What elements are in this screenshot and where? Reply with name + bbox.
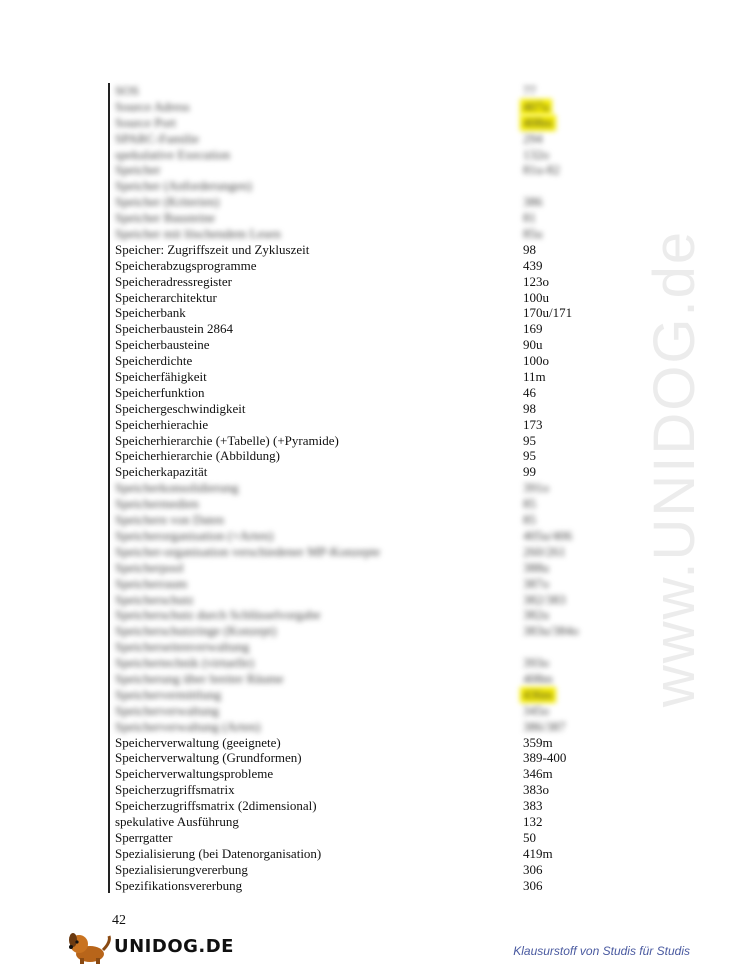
index-row bbox=[110, 814, 630, 830]
index-row bbox=[110, 623, 630, 639]
index-term: Spezialisierungvererbung bbox=[115, 861, 248, 877]
index-row bbox=[110, 830, 630, 846]
index-row bbox=[110, 147, 630, 163]
index-term: Speicher (Anforderungen) bbox=[115, 178, 252, 194]
index-page-ref: 345o bbox=[523, 702, 549, 718]
index-term: Speicherzugriffsmatrix (2dimensional) bbox=[115, 798, 317, 814]
index-term: Speicherseitenverwaltung bbox=[115, 639, 250, 655]
watermark-text: www.UNIDOG.de bbox=[642, 229, 708, 707]
index-term: Speichervermittlung bbox=[115, 686, 222, 702]
index-row bbox=[110, 846, 630, 862]
index-row bbox=[110, 750, 630, 766]
dog-logo-icon bbox=[66, 930, 114, 964]
index-page-ref: 346m bbox=[523, 766, 553, 782]
index-page-ref: 408m bbox=[520, 115, 556, 131]
index-page-ref: 81u-82 bbox=[523, 162, 560, 178]
index-term: spekulative Ausführung bbox=[115, 813, 239, 829]
index-term: Speicherbausteine bbox=[115, 337, 210, 353]
index-row bbox=[110, 782, 630, 798]
index-page-ref: 388u bbox=[523, 559, 549, 575]
index-page-ref: 100u bbox=[523, 289, 549, 305]
index-row bbox=[110, 480, 630, 496]
index-list bbox=[108, 83, 630, 893]
index-term: Speicher Bausteine bbox=[115, 210, 215, 226]
index-row bbox=[110, 464, 630, 480]
index-term: Spezialisierung (bei Datenorganisation) bbox=[115, 845, 322, 861]
index-page-ref: 389-400 bbox=[523, 750, 567, 766]
index-term: spekulative Execution bbox=[115, 146, 231, 162]
index-page-ref: 407u bbox=[520, 99, 552, 115]
index-page-ref: 306 bbox=[523, 861, 543, 877]
index-row bbox=[110, 719, 630, 735]
index-row bbox=[110, 544, 630, 560]
index-row bbox=[110, 448, 630, 464]
index-row bbox=[110, 131, 630, 147]
index-term: Speicherpool bbox=[115, 559, 184, 575]
index-term: Speicher mit löschendem Lesen bbox=[115, 226, 281, 242]
index-row bbox=[110, 162, 630, 178]
index-row bbox=[110, 417, 630, 433]
index-row bbox=[110, 83, 630, 99]
index-page-ref: 98 bbox=[523, 400, 536, 416]
index-row bbox=[110, 353, 630, 369]
index-page-ref: 170u/171 bbox=[523, 305, 573, 321]
index-page-ref: 359m bbox=[523, 734, 553, 750]
index-term: Speicherverwaltung (Grundformen) bbox=[115, 750, 302, 766]
index-term: SOS bbox=[115, 83, 139, 98]
index-row bbox=[110, 305, 630, 321]
unidog-logo bbox=[66, 930, 234, 964]
index-page-ref: 382u bbox=[523, 607, 549, 623]
index-row bbox=[110, 369, 630, 385]
index-row bbox=[110, 99, 630, 115]
index-term: Speicher (Kriterien) bbox=[115, 194, 220, 210]
index-page-ref: 81 bbox=[523, 210, 536, 226]
index-page-ref: 383o bbox=[523, 782, 549, 798]
index-page-ref: 132 bbox=[523, 813, 543, 829]
index-row bbox=[110, 560, 630, 576]
index-page-ref: 85u bbox=[523, 226, 543, 242]
index-term: Speicherkonsolidierung bbox=[115, 480, 239, 496]
index-page-ref: 260/261 bbox=[523, 543, 566, 559]
index-term: Speicherhierarchie (+Tabelle) (+Pyramide) bbox=[115, 432, 339, 448]
index-page-ref: 95 bbox=[523, 448, 536, 464]
index-term: Speicherschutzringe (Konzept) bbox=[115, 623, 277, 639]
index-row bbox=[110, 528, 630, 544]
index-term: Speicherschutz bbox=[115, 591, 194, 607]
index-term: Speicherverwaltung bbox=[115, 702, 219, 718]
index-term: Speicherabzugsprogramme bbox=[115, 257, 257, 273]
index-term: Speicherbank bbox=[115, 305, 186, 321]
index-term: Speicheradressregister bbox=[115, 273, 232, 289]
index-row bbox=[110, 639, 630, 655]
index-row bbox=[110, 766, 630, 782]
index-row bbox=[110, 290, 630, 306]
index-row bbox=[110, 194, 630, 210]
index-row bbox=[110, 226, 630, 242]
index-page-ref: 393o bbox=[523, 655, 549, 671]
footer-tagline: Klausurstoff von Studis für Studis bbox=[513, 944, 690, 958]
index-term: Speicherung über breiter Räume bbox=[115, 670, 284, 686]
index-term: Speicherfähigkeit bbox=[115, 369, 207, 385]
index-row bbox=[110, 210, 630, 226]
index-page-ref: 386/387 bbox=[523, 718, 566, 734]
index-term: Speicher: Zugriffszeit und Zykluszeit bbox=[115, 241, 310, 257]
index-row bbox=[110, 512, 630, 528]
index-term: Source Adress bbox=[115, 98, 190, 114]
index-row bbox=[110, 242, 630, 258]
index-term: Speicherbaustein 2864 bbox=[115, 321, 234, 337]
index-page-ref: 46 bbox=[523, 384, 536, 400]
index-row bbox=[110, 178, 630, 194]
index-page-ref: 77 bbox=[523, 83, 536, 98]
index-row bbox=[110, 607, 630, 623]
index-term: Speicherschutz durch Schlüsselvorgabe bbox=[115, 607, 321, 623]
index-page-ref: 383u/384o bbox=[523, 623, 579, 639]
index-page-ref: 98 bbox=[523, 241, 536, 257]
index-term: Speichertechnik (virtuelle) bbox=[115, 655, 254, 671]
index-page-ref: 173 bbox=[523, 416, 543, 432]
index-page-ref: 383 bbox=[523, 798, 543, 814]
index-page-ref: 419m bbox=[523, 845, 553, 861]
index-row bbox=[110, 385, 630, 401]
index-term: SPARC-Familie bbox=[115, 130, 200, 146]
index-page-ref: 439 bbox=[523, 257, 543, 273]
index-page-ref: 100o bbox=[523, 353, 549, 369]
index-row bbox=[110, 671, 630, 687]
logo-text: UNIDOG.DE bbox=[114, 936, 234, 957]
index-term: Speicherverwaltung (geeignete) bbox=[115, 734, 281, 750]
index-row bbox=[110, 735, 630, 751]
index-page-ref: 386 bbox=[523, 194, 543, 210]
index-page-ref: 85 bbox=[523, 496, 536, 512]
index-term: Speichern von Daten bbox=[115, 512, 225, 528]
index-term: Speicherraum bbox=[115, 575, 188, 591]
index-row bbox=[110, 274, 630, 290]
index-page-ref: 387o bbox=[523, 575, 549, 591]
index-term: Speicherzugriffsmatrix bbox=[115, 782, 235, 798]
index-page-ref: 50 bbox=[523, 829, 536, 845]
index-page-ref: 95 bbox=[523, 432, 536, 448]
index-row bbox=[110, 401, 630, 417]
index-term: Speicherdichte bbox=[115, 353, 193, 369]
index-row bbox=[110, 592, 630, 608]
index-term: Spezifikationsvererbung bbox=[115, 877, 243, 893]
index-page-ref: 85 bbox=[523, 512, 536, 528]
index-row bbox=[110, 862, 630, 878]
index-term: Source Port bbox=[115, 114, 177, 130]
index-term: Speicherorganisation (+Arten) bbox=[115, 527, 274, 543]
index-row bbox=[110, 798, 630, 814]
index-row bbox=[110, 496, 630, 512]
index-row bbox=[110, 576, 630, 592]
index-row bbox=[110, 321, 630, 337]
index-term: Speicherhierarchie (Abbildung) bbox=[115, 448, 280, 464]
index-row bbox=[110, 878, 630, 894]
index-term: Speicherfunktion bbox=[115, 384, 205, 400]
index-term: Speicherkapazität bbox=[115, 464, 208, 480]
index-term: Speicherarchitektur bbox=[115, 289, 217, 305]
page-number: 42 bbox=[112, 913, 126, 928]
index-term: Sperrgatter bbox=[115, 829, 173, 845]
index-page-ref: 408m bbox=[523, 670, 553, 686]
index-page-ref: 90u bbox=[523, 337, 543, 353]
index-page-ref: 294 bbox=[523, 130, 543, 146]
index-page-ref: 123o bbox=[523, 273, 549, 289]
index-row bbox=[110, 258, 630, 274]
index-page-ref: 132o bbox=[523, 146, 549, 162]
index-row bbox=[110, 337, 630, 353]
index-page-ref: 391o bbox=[523, 480, 549, 496]
index-row bbox=[110, 433, 630, 449]
index-page-ref: 11m bbox=[523, 369, 546, 385]
index-term: Speicher bbox=[115, 162, 161, 178]
index-page-ref: 382/383 bbox=[523, 591, 566, 607]
index-page-ref: 405u/406 bbox=[523, 527, 573, 543]
index-row bbox=[110, 115, 630, 131]
index-page-ref: 306 bbox=[523, 877, 543, 893]
index-term: Speicher-organisation verschiedener MP-Konzepte bbox=[115, 543, 381, 559]
index-term: Speicherhierachie bbox=[115, 416, 209, 432]
index-term: Speichermedien bbox=[115, 496, 199, 512]
index-row bbox=[110, 655, 630, 671]
index-page-ref: 99 bbox=[523, 464, 536, 480]
index-term: Speicherverwaltung (Arten) bbox=[115, 718, 261, 734]
index-term: Speicherverwaltungsprobleme bbox=[115, 766, 274, 782]
index-term: Speichergeschwindigkeit bbox=[115, 400, 246, 416]
index-page-ref: 169 bbox=[523, 321, 543, 337]
index-row bbox=[110, 687, 630, 703]
index-page-ref: 436m bbox=[520, 687, 556, 703]
index-row bbox=[110, 703, 630, 719]
